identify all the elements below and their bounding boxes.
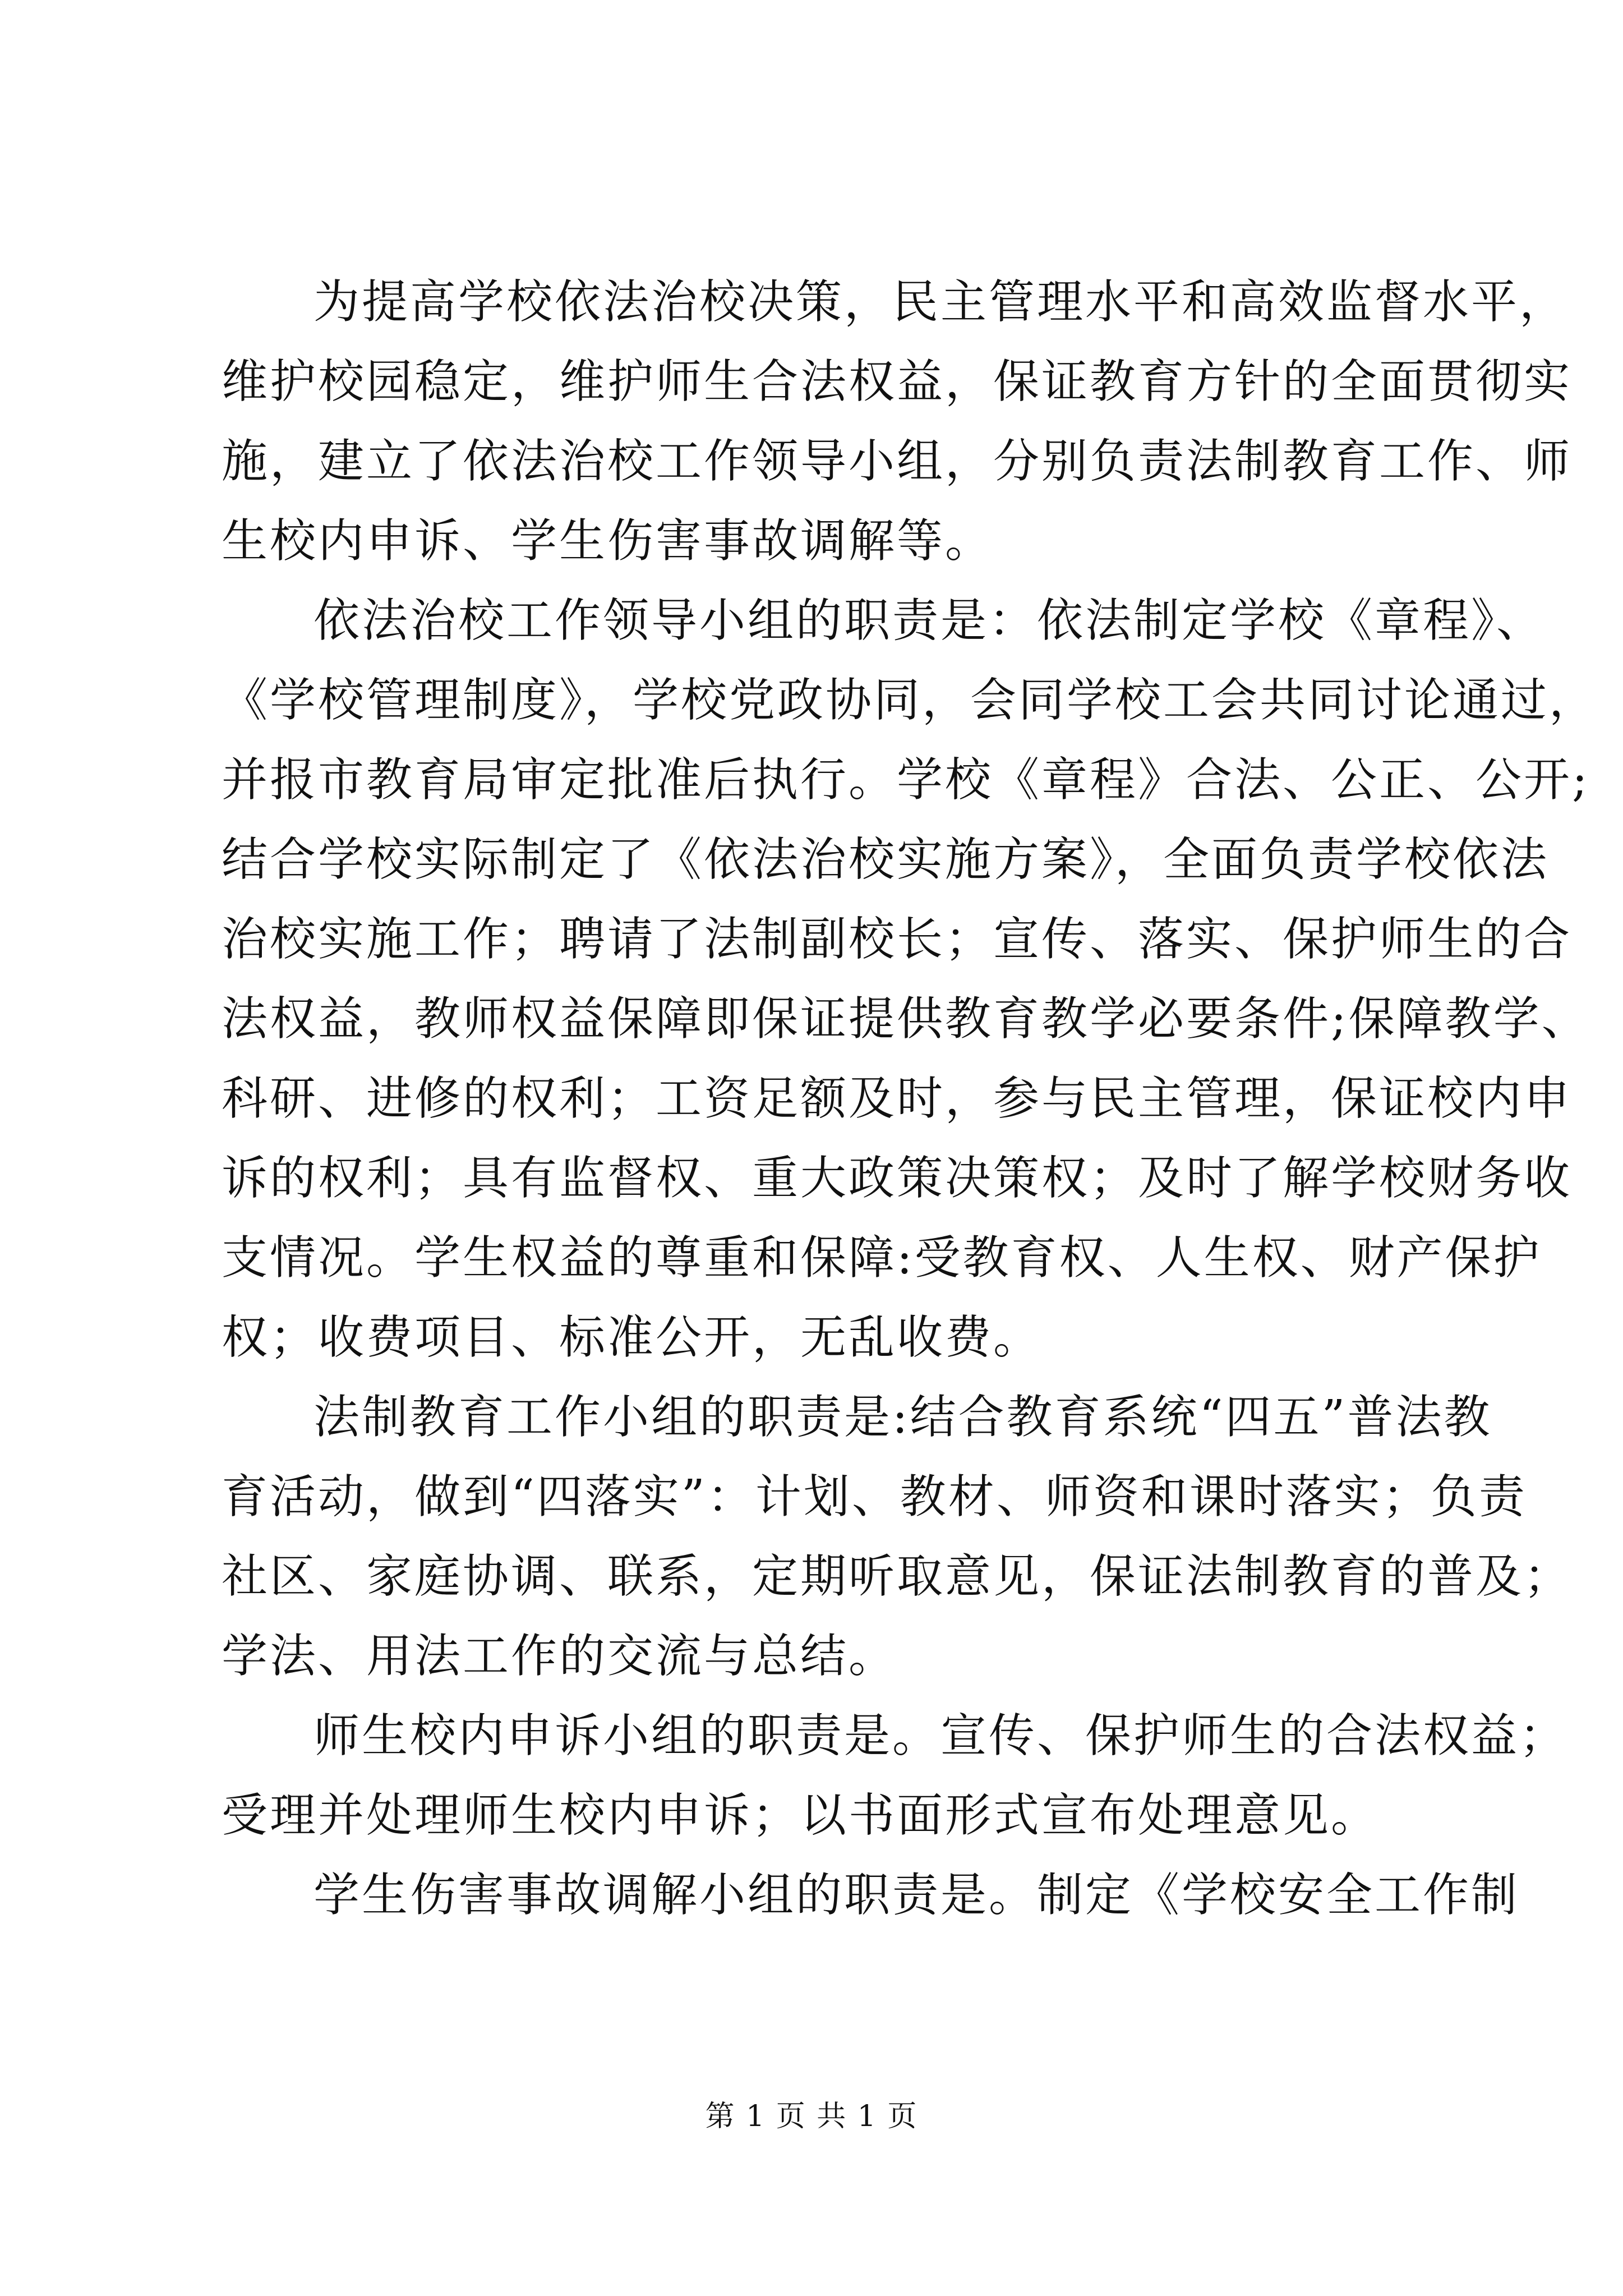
- paragraph-line: 并报市教育局审定批准后执行。学校《章程》合法、公正、公开;: [222, 753, 1590, 807]
- paragraph-line: 法制教育工作小组的职责是:结合教育系统“四五”普法教: [313, 1391, 1492, 1444]
- paragraph-line: 学法、用法工作的交流与总结。: [222, 1630, 897, 1683]
- page-number-label: 第 1 页 共 1 页: [705, 2100, 918, 2133]
- paragraph-line: 学生伤害事故调解小组的职责是。制定《学校安全工作制: [313, 1869, 1520, 1922]
- paragraph-4: [222, 1696, 1568, 1856]
- paragraph-line: 权；收费项目、标准公开，无乱收费。: [222, 1311, 1042, 1364]
- paragraph-2: [222, 581, 1598, 1378]
- paragraph-line: 施，建立了依法治校工作领导小组，分别负责法制教育工作、师: [222, 435, 1573, 488]
- document-body: [222, 263, 1598, 1935]
- paragraph-1: [222, 263, 1573, 581]
- paragraph-line: 《学校管理制度》，学校党政协同，会同学校工会共同讨论通过，: [222, 674, 1598, 727]
- paragraph-line: 科研、进修的权利；工资足额及时，参与民主管理，保证校内申: [222, 1072, 1573, 1125]
- paragraph-line: 法权益，教师权益保障即保证提供教育教学必要条件;保障教学、: [222, 992, 1590, 1046]
- paragraph-line: 结合学校实际制定了《依法治校实施方案》，全面负责学校依法: [222, 833, 1550, 886]
- paragraph-line: 依法治校工作领导小组的职责是：依法制定学校《章程》、: [313, 594, 1545, 647]
- paragraph-line: 诉的权利；具有监督权、重大政策决策权；及时了解学校财务收: [222, 1152, 1573, 1205]
- paragraph-5: [222, 1856, 1520, 1935]
- paragraph-line: 支情况。学生权益的尊重和保障:受教育权、人生权、财产保护: [222, 1231, 1542, 1285]
- page-footer: [0, 2097, 1623, 2136]
- paragraph-line: 治校实施工作；聘请了法制副校长；宣传、落实、保护师生的合: [222, 913, 1573, 966]
- paragraph-line: 维护校园稳定，维护师生合法权益，保证教育方针的全面贯彻实: [222, 355, 1573, 408]
- paragraph-line: 师生校内申诉小组的职责是。宣传、保护师生的合法权益；: [313, 1709, 1568, 1763]
- paragraph-line: 为提高学校依法治校决策，民主管理水平和高效监督水平，: [313, 275, 1568, 329]
- paragraph-3: [222, 1378, 1573, 1696]
- paragraph-line: 受理并处理师生校内申诉；以书面形式宣布处理意见。: [222, 1789, 1380, 1842]
- paragraph-line: 生校内申诉、学生伤害事故调解等。: [222, 514, 994, 568]
- paragraph-line: 育活动，做到“四落实”：计划、教材、师资和课时落实；负责: [222, 1470, 1527, 1524]
- paragraph-line: 社区、家庭协调、联系，定期听取意见，保证法制教育的普及；: [222, 1550, 1573, 1603]
